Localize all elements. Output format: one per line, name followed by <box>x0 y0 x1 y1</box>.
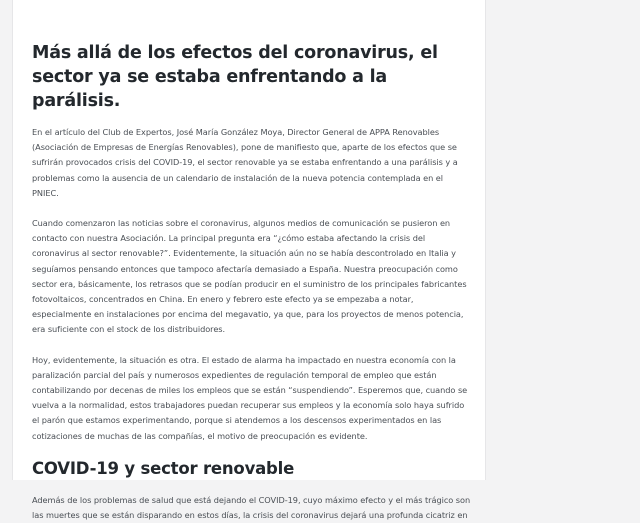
article-paragraph-1: En el artículo del Club de Expertos, José María González Moya, Director General de APPA Renovables (Asociación de Empresas de Energías Renovables), pone de manifiesto que, aparte de los efectos que se sufrirán provocados crisis del COVID-19, el sector renovable ya se estaba enfrentando a una parálisis y a problemas como la ausencia de un calendario de instalación de la nueva potencia contemplada en el PNIEC. <box>32 127 458 198</box>
article-paragraph-3: Hoy, evidentemente, la situación es otra. El estado de alarma ha impactado en nuestra economía con la paralización parcial del país y numerosos expedientes de regulación temporal de empleo que están contabilizando por decenas de miles los empleos que se están “suspendiendo”. Esperemos que, cuando se vuelva a la normalidad, estos trabajadores puedan recuperar sus empleos y la economía solo haya sufrido el parón que estamos experimentando, porque si atendemos a los descensos experimentados en las cotizaciones de muchas de las compañías, el motivo de preocupación es evidente. <box>32 354 468 441</box>
article-paragraph-4: Además de los problemas de salud que está dejando el COVID-19, cuyo máximo efecto y el más trágico son las muertes que se están disparando en estos días, la crisis del coronavirus dejará una profunda cicatriz en <box>32 494 471 521</box>
article-title: Más allá de los efectos del coronavirus, el sector ya se estaba enfrentando a la parálisis. <box>32 43 438 111</box>
article-card <box>12 0 486 521</box>
section-heading: COVID-19 y sector renovable <box>32 458 295 478</box>
article-paragraph-2: Cuando comenzaron las noticias sobre el coronavirus, algunos medios de comunicación se pusieron en contacto con nuestra Asociación. La principal pregunta era “¿cómo estaba afectando la crisis del coronavirus al sector renovable?”. Evidentemente, la situación aún no se había descontrolado en Italia y seguíamos pensando entonces que tampoco afectaría demasiado a España. Nuestra preocupación como sector era, básicamente, los retrasos que se podían producir en el suministro de los principales fabricantes fotovoltaicos, concentrados en China. En enero y febrero este efecto ya se empezaba a notar, especialmente en instalaciones por encima del megavatio, ya que, para los proyectos de menos potencia, era suficiente con el stock de los distribuidores. <box>32 218 467 335</box>
article-content <box>32 41 472 523</box>
